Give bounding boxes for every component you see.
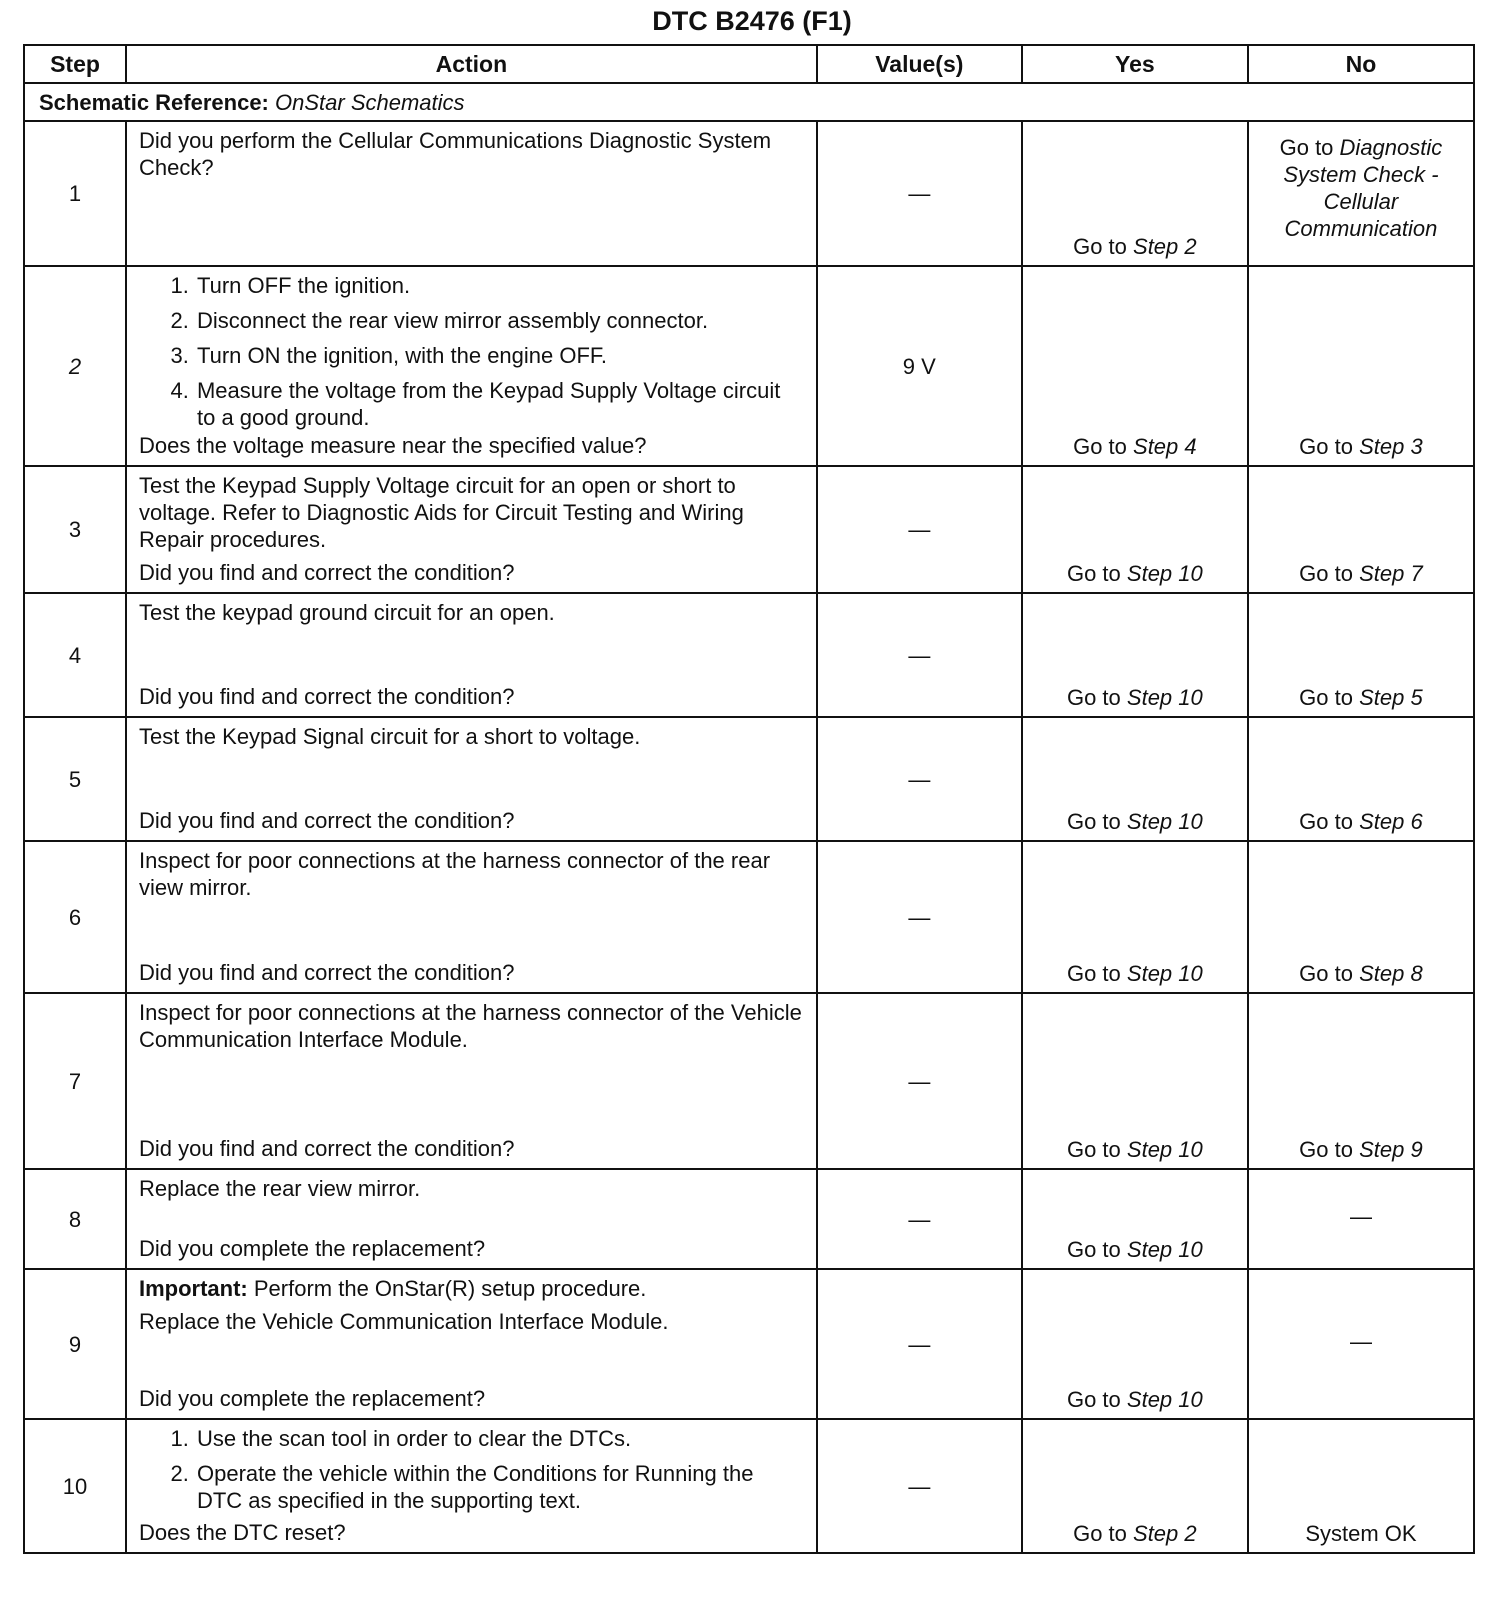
no-prefix: Go to [1299,561,1353,586]
action-text: Test the Keypad Signal circuit for a short to voltage. [138,724,641,749]
action-text: Inspect for poor connections at the harness connector of the Vehicle Communication Interface Module. [138,1000,802,1052]
action-question: Did you complete the replacement? [138,1236,486,1261]
no-cell[interactable] [1248,717,1474,841]
value-cell: — [817,1169,1022,1269]
action-text: Test the keypad ground circuit for an open. [138,600,555,625]
table-row [24,1419,1474,1553]
table-row [24,466,1474,593]
value-cell: — [817,1419,1022,1553]
action-text: Replace the Vehicle Communication Interface Module. [138,1309,669,1334]
yes-cell[interactable] [1022,993,1248,1169]
yes-target-link[interactable]: Step 10 [1126,809,1203,834]
action-question: Did you find and correct the condition? [138,1136,515,1161]
yes-target-link[interactable]: Step 10 [1126,1387,1203,1412]
yes-prefix: Go to [1073,234,1127,259]
action-text: Test the Keypad Supply Voltage circuit for an open or short to voltage. Refer to Diagnostic Aids for Circuit Testing and Wiring Repair procedures. [138,473,744,552]
important-note [139,1275,804,1302]
yes-target-link[interactable]: Step 4 [1133,434,1197,459]
procedure-item: 1. Turn OFF the ignition. [195,272,804,299]
header-step: Step [24,45,126,83]
important-text: Perform the OnStar(R) setup procedure. [253,1276,647,1301]
value-cell: — [817,593,1022,717]
step-number: 9 [24,1269,126,1419]
action-question: Did you find and correct the condition? [138,560,515,585]
procedure-item: 4. Measure the voltage from the Keypad Supply Voltage circuit to a good ground. [195,377,804,431]
no-prefix: Go to [1299,809,1353,834]
yes-prefix: Go to [1066,809,1121,834]
table-row [24,993,1474,1169]
no-target-link[interactable]: Step 7 [1359,561,1423,586]
action-question: Does the DTC reset? [138,1520,346,1545]
no-cell[interactable] [1248,266,1474,466]
yes-prefix: Go to [1073,1521,1127,1546]
no-target-link[interactable]: Step 3 [1359,434,1423,459]
procedure-item: 1. Use the scan tool in order to clear the DTCs. [195,1425,804,1452]
procedure-list [139,272,804,431]
action-cell [126,717,817,841]
table-row [24,266,1474,466]
no-prefix: Go to [1299,434,1353,459]
yes-prefix: Go to [1073,434,1127,459]
yes-cell[interactable] [1022,266,1248,466]
yes-target-link[interactable]: Step 10 [1126,1237,1203,1262]
procedure-item: 2. Operate the vehicle within the Conditions for Running the DTC as specified in the supporting text. [195,1460,804,1514]
action-cell [126,121,817,266]
no-target-link[interactable]: Step 6 [1359,809,1423,834]
yes-prefix: Go to [1066,1387,1121,1412]
no-target-link[interactable]: Step 9 [1359,1137,1423,1162]
yes-cell[interactable] [1022,1269,1248,1419]
step-number: 5 [24,717,126,841]
step-number: 7 [24,993,126,1169]
yes-target-link[interactable]: Step 10 [1126,685,1203,710]
action-cell [126,1169,817,1269]
schematic-reference-link[interactable]: OnStar Schematics [275,89,465,115]
header-action: Action [126,45,817,83]
value-cell: — [817,1269,1022,1419]
yes-cell[interactable] [1022,466,1248,593]
yes-cell[interactable] [1022,121,1248,266]
no-cell[interactable] [1248,121,1474,266]
action-text: Did you perform the Cellular Communications Diagnostic System Check? [138,128,772,180]
no-cell[interactable] [1248,466,1474,593]
procedure-item: 3. Turn ON the ignition, with the engine OFF. [195,342,804,369]
step-number: 6 [24,841,126,993]
yes-target-link[interactable]: Step 10 [1126,1137,1203,1162]
table-row [24,1169,1474,1269]
action-cell [126,593,817,717]
no-cell: — [1248,1269,1474,1419]
action-question: Did you find and correct the condition? [138,960,515,985]
yes-target-link[interactable]: Step 2 [1133,234,1197,259]
yes-prefix: Go to [1066,1237,1121,1262]
value-cell: — [817,717,1022,841]
action-cell [126,466,817,593]
schematic-reference [24,83,1474,121]
diagnostic-table [23,44,1475,1554]
no-cell: — [1248,1169,1474,1269]
table-row [24,593,1474,717]
no-prefix: Go to [1279,135,1334,160]
table-row [24,121,1474,266]
action-cell [126,1419,817,1553]
value-cell: 9 V [817,266,1022,466]
action-text: Inspect for poor connections at the harness connector of the rear view mirror. [138,848,771,900]
action-cell [126,841,817,993]
yes-prefix: Go to [1066,1137,1121,1162]
procedure-item: 2. Disconnect the rear view mirror assembly connector. [195,307,804,334]
step-number: 8 [24,1169,126,1269]
step-number: 1 [24,121,126,266]
table-row [24,1269,1474,1419]
value-cell: — [817,841,1022,993]
action-cell [126,993,817,1169]
yes-cell[interactable] [1022,593,1248,717]
step-number: 10 [24,1419,126,1553]
no-cell[interactable] [1248,841,1474,993]
yes-target-link[interactable]: Step 10 [1126,961,1203,986]
action-question: Does the voltage measure near the specified value? [138,433,647,458]
header-yes: Yes [1022,45,1248,83]
value-cell: — [817,466,1022,593]
yes-prefix: Go to [1066,961,1121,986]
header-values: Value(s) [817,45,1022,83]
schematic-reference-row [24,83,1474,121]
step-number: 3 [24,466,126,593]
action-cell [126,266,817,466]
no-target-link[interactable]: Diagnostic System Check - Cellular Communication [1283,135,1443,241]
action-question: Did you find and correct the condition? [138,808,515,833]
no-target-link[interactable]: Step 8 [1359,961,1423,986]
yes-prefix: Go to [1066,561,1121,586]
table-row [24,841,1474,993]
important-label: Important: [138,1276,248,1301]
yes-target-link[interactable]: Step 2 [1133,1521,1197,1546]
schematic-reference-label: Schematic Reference: [39,89,269,115]
header-row [24,45,1474,83]
no-cell: System OK [1248,1419,1474,1553]
no-cell[interactable] [1248,593,1474,717]
no-prefix: Go to [1299,961,1353,986]
yes-prefix: Go to [1066,685,1121,710]
yes-cell[interactable] [1022,841,1248,993]
no-target-link[interactable]: Step 5 [1359,685,1423,710]
action-question: Did you complete the replacement? [138,1386,486,1411]
header-no: No [1248,45,1474,83]
yes-cell[interactable] [1022,1419,1248,1553]
yes-cell[interactable] [1022,1169,1248,1269]
yes-target-link[interactable]: Step 10 [1126,561,1203,586]
no-prefix: Go to [1299,685,1353,710]
value-cell: — [817,121,1022,266]
step-number: 2 [24,266,126,466]
procedure-list [139,1425,804,1514]
value-cell: — [817,993,1022,1169]
page-title: DTC B2476 (F1) [652,6,852,36]
table-row [24,717,1474,841]
step-number: 4 [24,593,126,717]
no-cell[interactable] [1248,993,1474,1169]
action-text: Replace the rear view mirror. [138,1176,421,1201]
action-cell [126,1269,817,1419]
yes-cell[interactable] [1022,717,1248,841]
action-question: Did you find and correct the condition? [138,684,515,709]
no-prefix: Go to [1299,1137,1353,1162]
